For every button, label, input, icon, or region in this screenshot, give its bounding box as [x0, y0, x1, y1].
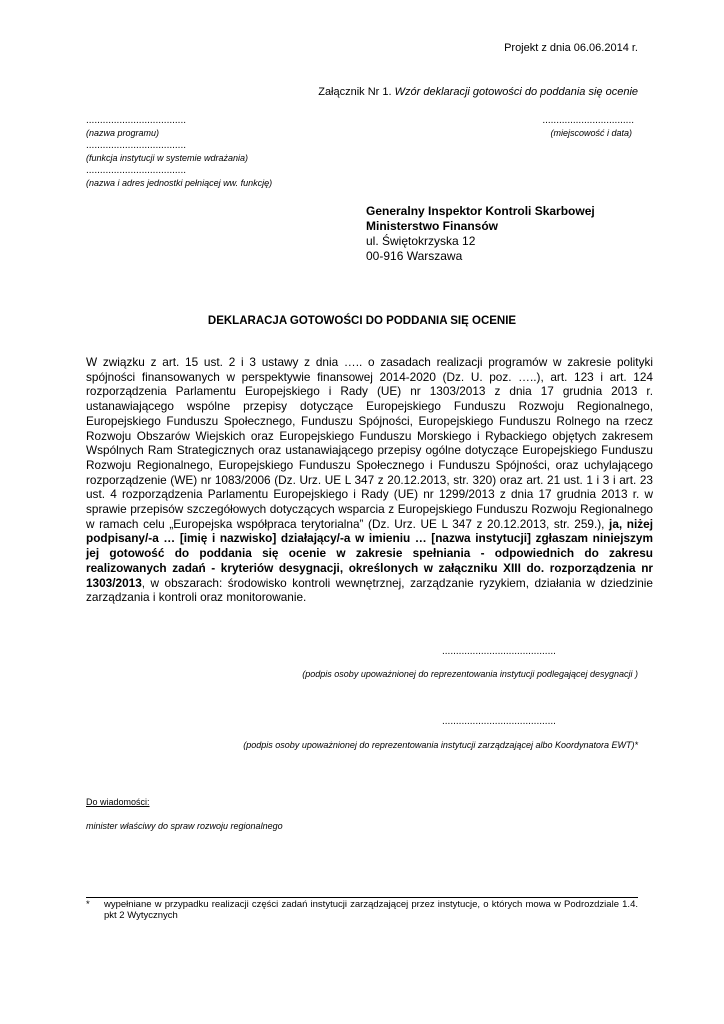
attachment-title: Wzór deklaracji gotowości do poddania się ocenie [394, 86, 638, 98]
footnote-separator [86, 897, 638, 898]
program-name-dots: .................................... [86, 115, 187, 126]
place-date-dots: ................................. [542, 115, 634, 126]
unit-label: (nazwa i adres jednostki pełniącej ww. funkcję) [86, 178, 273, 188]
function-label: (funkcja instytucji w systemie wdrażania) [86, 153, 249, 163]
body-bold-part: ja, niżej podpisany/-a … [imię i nazwisko] działający/-a w imieniu … [nazwa instytucji] zgłaszam niniejszym jej gotowość do poddania się ocenie w zakresie spełniania - odpowiednich do zakresu realizowanych zadań - kryteriów desygnacji, określonych w załączniku XIII do. rozporządzenia nr 1303/2013 [86, 516, 653, 590]
body-part-1: W związku z art. 15 ust. 2 i 3 ustawy z dnia ….. o zasadach realizacji programów w zakresie polityki spójności finansowanych w perspektywie finansowej 2014-2020 (Dz. U. poz. …..), art. 123 i art. 124 rozporządzenia Parlamentu Europejskiego i Rady (UE) nr 1303/2013 z dnia 17 grudnia 2013 r. ustanawiającego wspólne przepisy dotyczące Europejskiego Funduszu Rozwoju Regionalnego, Europejskiego Funduszu Społecznego, Funduszu Spójności, Europejskiego Funduszu Rolnego na rzecz Rozwoju Obszarów Wiejskich oraz Europejskiego Funduszu Morskiego i Rybackiego objętych zakresem Wspólnych Ram Strategicznych oraz ustanawiającego przepisy ogólne dotyczące Europejskiego Funduszu Rozwoju Regionalnego, Europejskiego Funduszu Społecznego i Funduszu Spójności, oraz uchylającego rozporządzenie (WE) nr 1083/2006 (Dz. Urz. UE L 347 z 20.12.2013, str. 320) oraz art. 21 ust. 1 i 3 i art. 23 ust. 4 rozporządzenia Parlamentu Europejskiego i Rady (UE) nr 1299/2013 z dnia 17 grudnia 2013 r. w sprawie przepisów szczegółowych dotyczących wsparcia z Europejskiego Funduszu Rozwoju Regionalnego w ramach celu „Europejska współpraca terytorialna” (Dz. Urz. UE L 347 z 20.12.2013, str. 259.), [86, 355, 653, 531]
body-part-2: , w obszarach: środowisko kontroli wewnętrznej, zarządzanie ryzykiem, działania w dziedzinie zarządzania i kontroli oraz monitorowanie. [86, 575, 653, 605]
notice-heading: Do wiadomości: [86, 797, 150, 807]
unit-dots: .................................... [86, 165, 187, 176]
declaration-body [86, 355, 653, 605]
recipient-line-3: ul. Świętokrzyska 12 [366, 234, 476, 248]
footnote-marker: * [86, 899, 90, 910]
program-name-label: (nazwa programu) [86, 128, 160, 138]
project-date: Projekt z dnia 06.06.2014 r. [504, 42, 638, 54]
function-dots: .................................... [86, 140, 187, 151]
attachment-heading [318, 86, 638, 98]
signature-1-dots: ......................................... [442, 646, 556, 657]
notice-recipient: minister właściwy do spraw rozwoju regionalnego [86, 821, 283, 831]
recipient-line-2: Ministerstwo Finansów [366, 219, 499, 233]
recipient-line-1: Generalny Inspektor Kontroli Skarbowej [366, 204, 595, 218]
attachment-prefix: Załącznik Nr 1. [318, 86, 392, 98]
signature-1-label: (podpis osoby upoważnionej do reprezentowania instytucji podlegającej desygnacji ) [302, 669, 638, 679]
footnote-text: wypełniane w przypadku realizacji części zadań instytucji zarządzającej przez instytucje, o których mowa w Podrozdziale 1.4. pkt 2 Wytycznych [104, 899, 638, 921]
recipient-line-4: 00-916 Warszawa [366, 249, 463, 263]
place-date-label: (miejscowość i data) [550, 128, 632, 138]
signature-2-label: (podpis osoby upoważnionej do reprezentowania instytucji zarządzającej albo Koordynatora EWT)* [243, 740, 638, 750]
recipient-address [366, 204, 595, 264]
document-title: DEKLARACJA GOTOWOŚCI DO PODDANIA SIĘ OCENIE [207, 315, 517, 327]
signature-2-dots: ......................................... [442, 716, 556, 727]
